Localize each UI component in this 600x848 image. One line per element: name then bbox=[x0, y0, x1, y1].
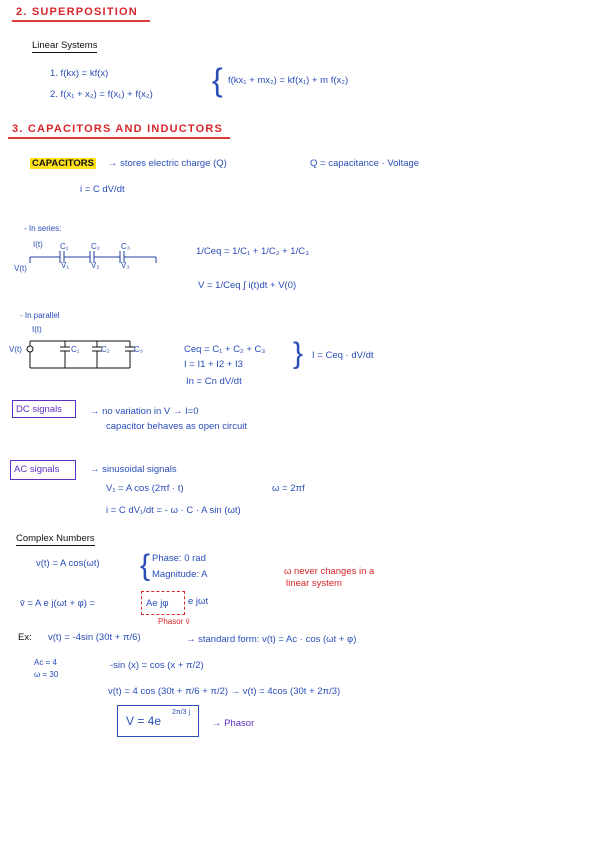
omega-note-2: linear system bbox=[286, 578, 342, 589]
section-capacitors-inductors: 3. CAPACITORS AND INDUCTORS bbox=[12, 123, 224, 135]
dc-signals-label: DC signals bbox=[16, 404, 62, 415]
capacitors-label: CAPACITORS bbox=[32, 158, 94, 169]
omega-note-1: ω never changes in a bbox=[284, 566, 375, 577]
linear-combined: f(kx₁ + mx₂) = kf(x₁) + m f(x₂) bbox=[228, 75, 349, 86]
label-vt-parallel: V(t) bbox=[9, 345, 22, 354]
brace-icon: { bbox=[140, 549, 151, 582]
example-standard-form: → standard form: v(t) = Ac · cos (ωt + φ) bbox=[186, 634, 357, 645]
example-ac: Ac = 4 bbox=[34, 658, 57, 667]
phasor-label: Phasor v̄ bbox=[158, 617, 190, 626]
example-label: Ex: bbox=[18, 632, 32, 643]
label-c1-parallel: C₁ bbox=[71, 345, 80, 354]
parallel-ceq-eq: Ceq = C₁ + C₂ + C₃ bbox=[184, 344, 266, 355]
capacitors-desc: → stores electric charge (Q) bbox=[108, 158, 227, 169]
label-c1: C₁ bbox=[60, 242, 69, 251]
parallel-in-eq: In = Cn dV/dt bbox=[186, 376, 242, 387]
series-circuit bbox=[30, 251, 156, 263]
label-it: I(t) bbox=[33, 240, 43, 249]
final-phasor-exponent: 2π/3 j bbox=[172, 709, 191, 716]
ac-line-1: → sinusoidal signals bbox=[90, 464, 177, 475]
phase-label: Phase: 0 rad bbox=[152, 553, 206, 564]
label-v1: V₁ bbox=[61, 261, 70, 270]
e-jwt: e jωt bbox=[188, 596, 209, 607]
magnitude-label: Magnitude: A bbox=[152, 569, 208, 580]
series-v-eq: V = 1/Ceq ∫ i(t)dt + V(0) bbox=[198, 280, 297, 291]
parallel-heading: - In parallel bbox=[20, 311, 60, 320]
phasor-box-text: Ae jφ bbox=[146, 598, 169, 609]
parallel-i-eq: I = I1 + I2 + I3 bbox=[184, 359, 243, 370]
brace-icon: { bbox=[212, 62, 223, 98]
example-step: v(t) = 4 cos (30t + π/6 + π/2) → v(t) = 4cos (30t + 2π/3) bbox=[108, 686, 341, 697]
capacitor-current-eq: i = C dV/dt bbox=[80, 184, 125, 195]
final-phasor: V = 4e bbox=[126, 714, 162, 728]
example-omega: ω = 30 bbox=[34, 670, 59, 679]
series-heading: - In series: bbox=[24, 224, 62, 233]
label-v2: V₂ bbox=[91, 261, 100, 270]
parallel-result: I = Ceq · dV/dt bbox=[312, 350, 374, 361]
label-v3: V₃ bbox=[121, 261, 130, 270]
ac-omega-eq: ω = 2πf bbox=[272, 483, 305, 494]
section-superposition: 2. SUPERPOSITION bbox=[16, 6, 138, 18]
complex-vt: v(t) = A cos(ωt) bbox=[36, 558, 100, 569]
v-bar-eq: v̄ = A e j(ωt + φ) = bbox=[20, 598, 96, 609]
dc-line-2: capacitor behaves as open circuit bbox=[106, 421, 247, 432]
label-it-parallel: I(t) bbox=[32, 325, 42, 334]
ac-v-eq: V₁ = A cos (2πf · t) bbox=[106, 483, 184, 494]
ac-i-eq: i = C dV₁/dt = - ω · C · A sin (ωt) bbox=[106, 505, 241, 516]
parallel-circuit bbox=[27, 341, 135, 368]
example-given: v(t) = -4sin (30t + π/6) bbox=[48, 632, 141, 643]
linear-eq-1: 1. f(kx) = kf(x) bbox=[50, 68, 109, 79]
q-definition: Q = capacitance · Voltage bbox=[310, 158, 420, 169]
dc-line-1: → no variation in V → I=0 bbox=[90, 406, 199, 417]
linear-eq-2: 2. f(x₁ + x₂) = f(x₁) + f(x₂) bbox=[50, 89, 153, 100]
label-c3: C₃ bbox=[121, 242, 131, 251]
series-ceq-eq: 1/Ceq = 1/C₁ + 1/C₂ + 1/C₃ bbox=[196, 246, 309, 257]
brace-icon: } bbox=[293, 337, 304, 370]
example-identity: -sin (x) = cos (x + π/2) bbox=[110, 660, 204, 671]
ac-signals-label: AC signals bbox=[14, 464, 60, 475]
label-c3-parallel: C₃ bbox=[134, 345, 144, 354]
label-vt: V(t) bbox=[14, 264, 27, 273]
label-c2: C₂ bbox=[91, 242, 100, 251]
complex-numbers-heading: Complex Numbers bbox=[16, 533, 95, 544]
linear-systems-heading: Linear Systems bbox=[32, 40, 98, 51]
phasor-arrow-label: → Phasor bbox=[212, 718, 255, 729]
label-c2-parallel: C₂ bbox=[101, 345, 110, 354]
